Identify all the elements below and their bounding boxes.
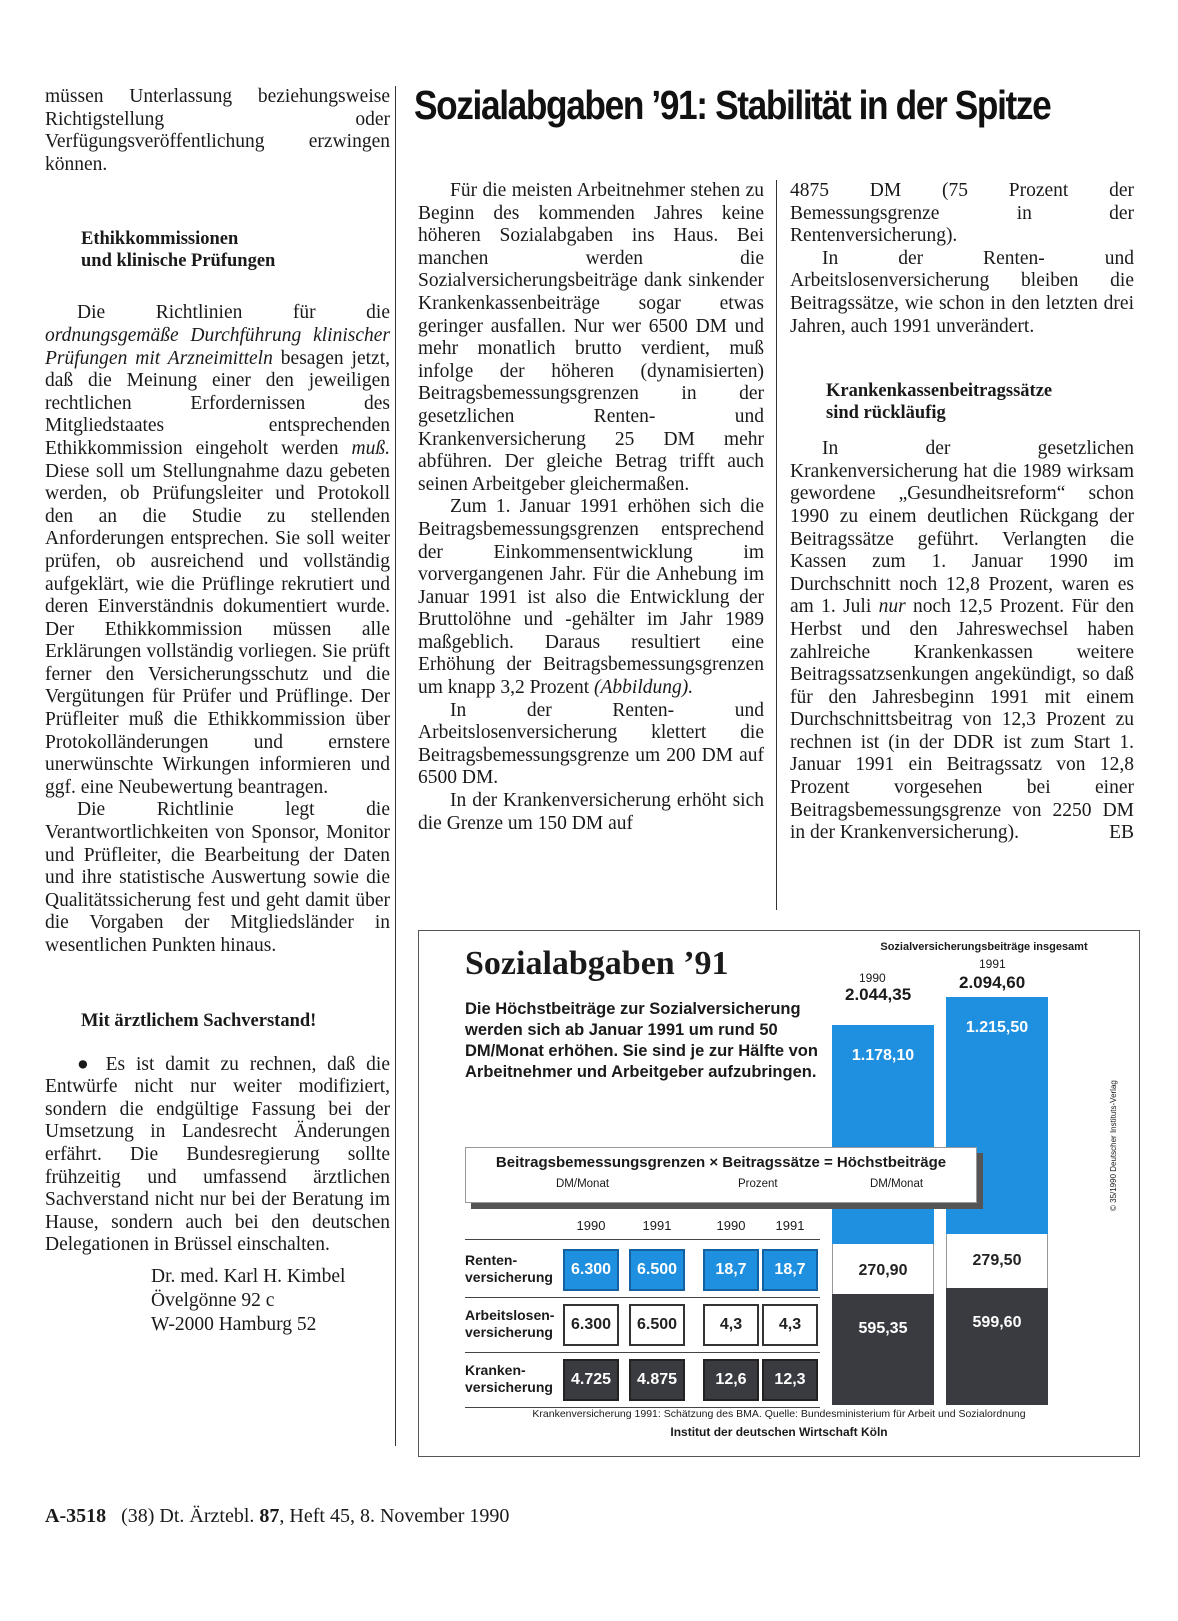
column-middle: [418, 180, 764, 835]
text: noch 12,5 Prozent. Für den Herbst und den Jahreswechsel haben zahlreiche Krankenkassen weitere Beitragssatzsenkungen angekündigt, so daß für den Jahresbeginn 1991 mit einem Durchschnittsbeitrag von 12,3 Prozent zu rechnen ist (in der DDR ist zum Start 1. Januar 1991 ein Beitragssatz von 12,8 Prozent vorgesehen bei einer Beitragsbemessungsgrenze von 2250 DM in der Krankenversicherung).: [790, 596, 1135, 844]
infographic: [418, 930, 1140, 1457]
paragraph-bullet: ● Es ist damit zu rechnen, daß die Entwürfe nicht nur weiter modifiziert, sondern die endgültige Fassung bei der Umsetzung in Landesrecht Änderungen erfährt. Die Bundesregierung sollte frühzeitig und umfassend ärztlichen Sachverstand nicht nur bei der Beratung im Hause, sondern auch bei den deutschen Delegationen in Brüssel einschalten.: [45, 1053, 390, 1256]
column-divider: [776, 180, 777, 910]
paragraph-2: [418, 496, 764, 699]
table-cell: 4,3: [762, 1304, 818, 1346]
unit-dm-2: DM/Monat: [870, 1178, 924, 1190]
table-cell: 6.500: [629, 1304, 685, 1346]
row-divider: [465, 1352, 820, 1353]
figure-title: Sozialabgaben ’91: [465, 945, 729, 982]
row-label: Arbeitslosen- versicherung: [465, 1307, 555, 1340]
bar-segment: [946, 1288, 1048, 1405]
text: besagen jetzt, daß die Meinung einer den jeweiligen rechtlichen Erfordernissen des Mitgliedstaates entsprechenden Ethikkommission eingeholt werden: [45, 347, 390, 459]
bar-value-label: 599,60: [972, 1314, 1022, 1332]
bar-year-1991: 1991: [979, 957, 1006, 971]
column-divider: [395, 86, 396, 1446]
bar-segment: [832, 1244, 934, 1294]
total-label: Sozialversicherungsbeiträge insgesamt: [880, 941, 1088, 953]
col-year: 1990: [576, 1218, 606, 1233]
paragraph-4: In der Krankenversicherung erhöht sich die Grenze um 150 DM auf: [418, 790, 764, 834]
bar-segment: [832, 1294, 934, 1405]
page-footer: [45, 1505, 509, 1528]
heading-ethik: [45, 228, 390, 272]
paragraph-3: [790, 438, 1134, 845]
paragraph-3: In der Renten- und Arbeitslosenversicherung klettert die Beitragsbemessungsgrenze um 200 DM auf 6500 DM.: [418, 699, 764, 789]
heading-line1: Krankenkassenbeitragssätze: [826, 381, 1053, 402]
signature-name: Dr. med. Karl H. Kimbel: [151, 1265, 346, 1287]
paragraph-intro: müssen Unterlassung beziehungsweise Richtigstellung oder Verfügungsveröffentlichung erzwingen können.: [45, 86, 390, 175]
paragraph-2: In der Renten- und Arbeitslosenversicherung bleiben die Beitragssätze, wie schon in den letzten drei Jahren, auch 1991 unverändert.: [790, 247, 1134, 337]
text: Diese soll um Stellungnahme dazu gebeten werden, ob Prüfungsleiter und Protokoll den an die Studie zu stellenden Anforderungen entsprechen. Sie soll weiter prüfen, ob ausreichend und vollständig aufgeklärt, wie die Prüflinge rekrutiert und deren Einverständnis dokumentiert wurde. Der Ethikkommission müssen alle Erklärungen vollständig vorliegen. Sie prüft ferner den Versicherungsschutz und die Vergütungen für Prüfer und Prüflinge. Der Prüfleiter muß die Ethikkommission über Protokolländerungen und ernstere unerwünschte Wirkungen informieren und ggf. eine Neubewertung beantragen.: [45, 460, 390, 798]
col-year: 1991: [775, 1218, 805, 1233]
bar-year-1990: 1990: [859, 971, 886, 985]
paragraph-richtlinien: [45, 302, 390, 799]
copyright-notice: © 35/1990 Deutscher Instituts-Verlag: [1109, 1080, 1118, 1211]
figure-description: Die Höchstbeiträge zur Sozialversicherung werden sich ab Januar 1991 um rund 50 DM/Monat erhöhen. Sie sind je zur Hälfte von Arbeitnehmer und Arbeitgeber aufzubringen.: [465, 1000, 818, 1081]
paragraph-1: 4875 DM (75 Prozent der Bemessungsgrenze in der Rentenversicherung).: [790, 180, 1134, 247]
row-divider: [465, 1297, 820, 1298]
text: Zum 1. Januar 1991 erhöhen sich die Beitragsbemessungsgrenzen entsprechend der Einkommensentwicklung im vorvergangenen Jahr. Für die Anhebung im Januar 1991 ist also die Entwicklung der Bruttolöhne und -gehälter im Jahr 1989 maßgeblich. Daraus resultiert eine Erhöhung der Beitragsbemessungsgrenzen um knapp 3,2 Prozent: [418, 496, 764, 699]
bar-total-1990: 2.044,35: [845, 985, 912, 1004]
heading-krankenkassen: [790, 380, 1134, 424]
col-year: 1990: [716, 1218, 746, 1233]
row-divider: [465, 1239, 820, 1240]
row-label: Renten- versicherung: [465, 1252, 553, 1285]
bar-total-1991: 2.094,60: [959, 973, 1026, 992]
table-cell: 4.875: [629, 1359, 685, 1401]
signature-street: Övelgönne 92 c: [151, 1289, 275, 1311]
heading-line2: sind rückläufig: [826, 403, 946, 424]
column-right: [790, 180, 1134, 845]
bar-value-label: 1.215,50: [965, 1019, 1029, 1036]
paragraph-richtlinie-2: Die Richtlinie legt die Verantwortlichkeiten von Sponsor, Monitor und Prüfleiter, die Bearbeitung der Daten und ihre statistische Auswertung sowie die Qualitätssicherung fest und geht damit über die Vorgaben der Mitgliedsländer in wesentlichen Punkten hinaus.: [45, 799, 390, 956]
figure-source: Krankenversicherung 1991: Schätzung des BMA. Quelle: Bundesministerium für Arbeit und Sozialordnung: [532, 1408, 1026, 1420]
table-cell: 18,7: [762, 1249, 818, 1291]
heading-sachverstand: Mit ärztlichem Sachverstand!: [81, 1010, 317, 1031]
table-cell: 6.500: [629, 1249, 685, 1291]
bar-value-label: 270,90: [858, 1261, 908, 1279]
text: In der gesetzlichen Krankenversicherung hat die 1989 wirksam gewordene „Gesundheitsreform“ schon 1990 zu einem deutlichen Rückgang der Beitragssätze geführt. Verlangten die Kassen zum 1. Januar 1990 im Durchschnitt noch 12,8 Prozent, waren es am 1. Juli: [790, 438, 1134, 618]
table-cell: 12,3: [762, 1359, 818, 1401]
table-cell: 6.300: [563, 1304, 619, 1346]
headline: Sozialabgaben ’91: Stabilität in der Spitze: [414, 82, 1051, 128]
page-number: A-3518: [45, 1505, 107, 1527]
formula-box: [465, 1147, 977, 1203]
bar-segment: [832, 1025, 934, 1244]
bar-value-label: 595,35: [858, 1320, 908, 1338]
citation: (38) Dt. Ärztebl.: [121, 1505, 260, 1527]
table-cell: 4.725: [563, 1359, 619, 1401]
bar-value-label: 279,50: [972, 1251, 1022, 1269]
text: Die Richtlinien für die: [77, 302, 390, 324]
bar-segment: [946, 1234, 1048, 1288]
signature-city: W-2000 Hamburg 52: [151, 1313, 317, 1335]
unit-dm: DM/Monat: [556, 1178, 610, 1190]
volume: 87: [259, 1505, 280, 1527]
paragraph-1: Für die meisten Arbeitnehmer stehen zu Beginn des kommenden Jahres keine höheren Sozialabgaben ins Haus. Bei manchen werden die Sozialversicherungsbeiträge dank sinkender Krankenkassenbeiträge sogar etwas geringer ausfallen. Nur wer 6500 DM und mehr monatlich brutto verdient, muß infolge der höheren (dynamisierten) Beitragsbemessungsgrenzen in der gesetzlichen Renten- und Krankenversicherung 25 DM mehr abführen. Der gleiche Betrag trifft auch seinen Arbeitgeber gleichermaßen.: [418, 180, 764, 495]
signature-block: [45, 1265, 390, 1337]
unit-pct: Prozent: [738, 1178, 778, 1190]
figure-institute: Institut der deutschen Wirtschaft Köln: [670, 1425, 888, 1439]
col-year: 1991: [642, 1218, 672, 1233]
row-label: Kranken- versicherung: [465, 1362, 553, 1395]
heading-ethik-line2: und klinische Prüfungen: [81, 251, 276, 272]
column-left: [45, 86, 390, 1337]
text-emphasis: ordnungsgemäße Durchführung klinischer Prüfungen mit Arzneimitteln: [45, 324, 390, 369]
bar-value-label: 1.178,10: [851, 1047, 915, 1064]
table-cell: 18,7: [703, 1249, 759, 1291]
table-cell: 4,3: [703, 1304, 759, 1346]
text-emphasis: muß.: [351, 437, 390, 459]
text-emphasis: (Abbildung).: [594, 677, 694, 699]
table-cell: 6.300: [563, 1249, 619, 1291]
author-initials: EB: [1109, 822, 1134, 844]
heading-ethik-line1: Ethikkommissionen: [81, 229, 239, 250]
table-cell: 12,6: [703, 1359, 759, 1401]
formula-text: Beitragsbemessungsgrenzen × Beitragssätze = Höchstbeiträge: [495, 1154, 947, 1171]
citation-rest: , Heft 45, 8. November 1990: [279, 1505, 510, 1527]
text-emphasis: nur: [878, 596, 906, 618]
